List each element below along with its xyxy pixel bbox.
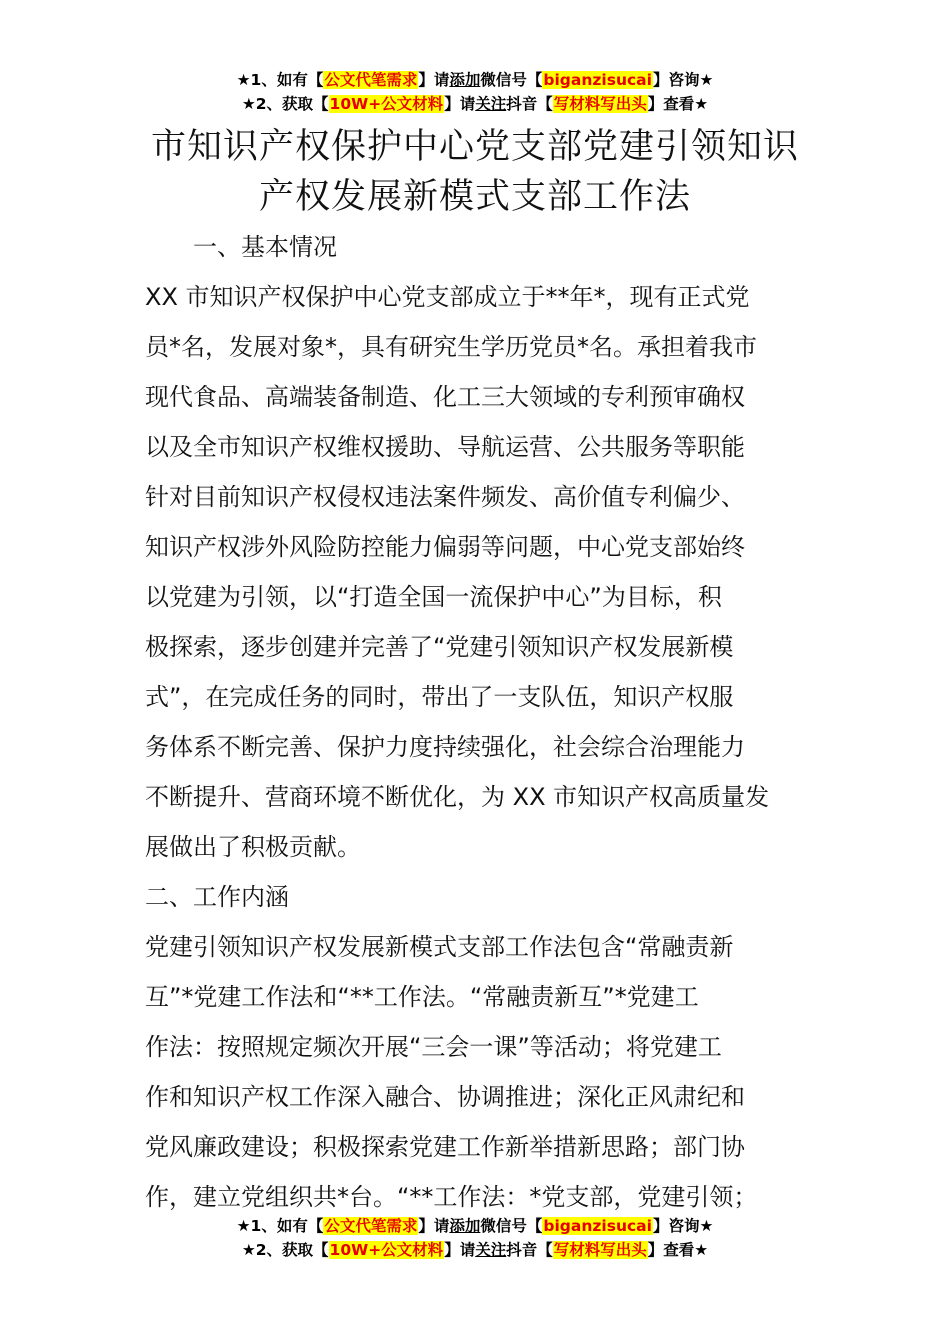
banner-text: ★1、如有【 (236, 1217, 324, 1235)
document-title (0, 122, 950, 222)
paragraph-connotation (145, 922, 815, 1222)
paragraph-line: 作，建立党组织共*台。“**工作法：*党支部，党建引领； (145, 1183, 758, 1211)
banner-text: 】请 (444, 1241, 476, 1259)
banner-underlined: 关注 (475, 95, 507, 113)
banner-text: ★1、如有【 (236, 71, 324, 89)
banner-text: 】请 (418, 71, 450, 89)
banner-text: 抖音【 (506, 95, 553, 113)
banner-highlight: 公文代笔需求 (324, 1217, 418, 1235)
banner-highlight: 公文代笔需求 (324, 71, 418, 89)
banner-line-2 (0, 1238, 950, 1262)
paragraph-line: 极探索，逐步创建并完善了“党建引领知识产权发展新模 (145, 633, 734, 661)
paragraph-basic (145, 272, 815, 872)
banner-text: 微信号【 (480, 71, 543, 89)
paragraph-line: 务体系不断完善、保护力度持续强化，社会综合治理能力 (145, 733, 745, 761)
banner-highlight: biganzisucai (543, 71, 652, 89)
section-heading-basic: 一、基本情况 (193, 233, 337, 261)
paragraph-line: 作法：按照规定频次开展“三会一课”等活动；将党建工 (145, 1033, 722, 1061)
paragraph-line: 党建引领知识产权发展新模式支部工作法包含“常融责新 (145, 933, 734, 961)
banner-text: 】查看★ (647, 95, 709, 113)
title-line-2: 产权发展新模式支部工作法 (258, 177, 691, 217)
paragraph-line: 不断提升、营商环境不断优化，为 XX 市知识产权高质量发 (145, 783, 770, 811)
banner-highlight: biganzisucai (543, 1217, 652, 1235)
banner-highlight: 10W+公文材料 (329, 95, 444, 113)
banner-text: ★2、获取【 (241, 95, 329, 113)
paragraph-line: 互”*党建工作法和“**工作法。“常融责新互”*党建工 (145, 983, 699, 1011)
paragraph-line: 展做出了积极贡献。 (145, 833, 361, 861)
banner-highlight: 10W+公文材料 (329, 1241, 444, 1259)
paragraph-line: 员*名，发展对象*，具有研究生学历党员*名。承担着我市 (145, 333, 757, 361)
paragraph-line: 以党建为引领，以“打造全国一流保护中心”为目标，积 (145, 583, 722, 611)
banner-highlight: 写材料写出头 (553, 95, 647, 113)
banner-text: 】咨询★ (652, 1217, 714, 1235)
banner-line-1 (0, 68, 950, 92)
banner-text: 】咨询★ (652, 71, 714, 89)
banner-text: ★2、获取【 (241, 1241, 329, 1259)
banner-text: 】查看★ (647, 1241, 709, 1259)
banner-underlined: 关注 (475, 1241, 507, 1259)
paragraph-line: XX 市知识产权保护中心党支部成立于**年*，现有正式党 (145, 283, 750, 311)
banner-text: 微信号【 (480, 1217, 543, 1235)
paragraph-line: 式”，在完成任务的同时，带出了一支队伍，知识产权服 (145, 683, 734, 711)
banner-text: 抖音【 (506, 1241, 553, 1259)
banner-highlight: 写材料写出头 (553, 1241, 647, 1259)
section-heading-connotation: 二、工作内涵 (145, 883, 289, 911)
paragraph-line: 党风廉政建设；积极探索党建工作新举措新思路；部门协 (145, 1133, 745, 1161)
banner-text: 】请 (418, 1217, 450, 1235)
banner-line-1 (0, 1214, 950, 1238)
footer-banner (0, 1214, 950, 1262)
paragraph-line: 现代食品、高端装备制造、化工三大领域的专利预审确权 (145, 383, 745, 411)
paragraph-line: 以及全市知识产权维权援助、导航运营、公共服务等职能 (145, 433, 745, 461)
document-body (145, 222, 815, 1222)
paragraph-line: 作和知识产权工作深入融合、协调推进；深化正风肃纪和 (145, 1083, 745, 1111)
paragraph-line: 知识产权涉外风险防控能力偏弱等问题，中心党支部始终 (145, 533, 745, 561)
header-banner (0, 68, 950, 116)
banner-underlined: 添加 (449, 1217, 481, 1235)
title-line-1: 市知识产权保护中心党支部党建引领知识 (150, 127, 799, 167)
banner-line-2 (0, 92, 950, 116)
banner-underlined: 添加 (449, 71, 481, 89)
paragraph-line: 针对目前知识产权侵权违法案件频发、高价值专利偏少、 (145, 483, 745, 511)
banner-text: 】请 (444, 95, 476, 113)
